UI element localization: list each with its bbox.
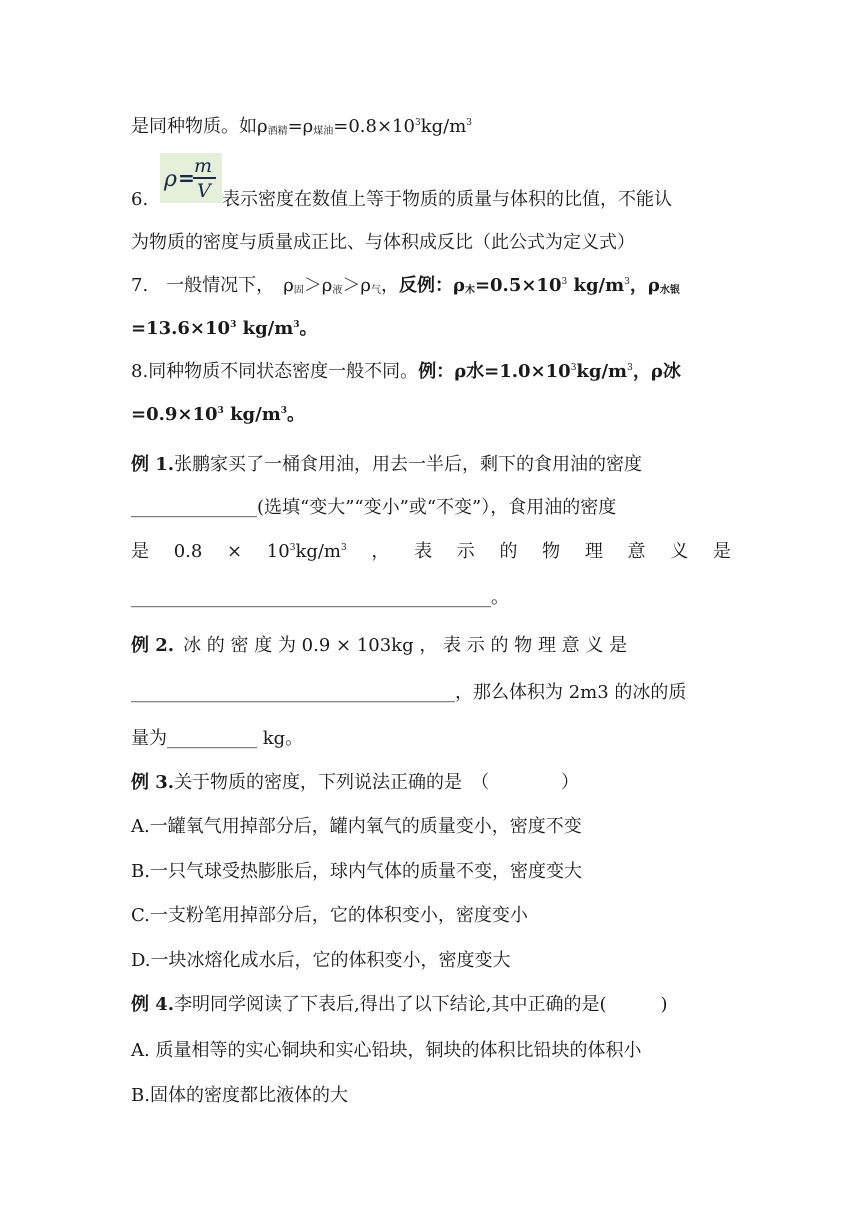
text: 表 xyxy=(414,541,433,562)
formula-denominator: V xyxy=(197,180,211,202)
example-1-line1 xyxy=(131,453,731,477)
question-text: 关于物质的密度，下列说法正确的是 xyxy=(174,772,463,793)
option-text: C.一支粉笔用掉部分后，它的体积变小，密度变小 xyxy=(131,905,528,926)
text: ，ρ冰 xyxy=(632,361,681,382)
superscript: 3 xyxy=(280,406,288,416)
example-1-line2 xyxy=(131,496,731,520)
text: kg/m xyxy=(576,361,628,382)
option-a xyxy=(131,1039,731,1063)
example-label: 例 2. xyxy=(131,635,175,656)
option-text: D.一块冰熔化成水后，它的体积变小，密度变大 xyxy=(131,950,511,971)
text: 为物质的密度与质量成正比、与体积成反比（此公式为定义式） xyxy=(131,232,635,253)
text: kg/m xyxy=(420,116,467,137)
counter-example-label: 反例： xyxy=(398,275,453,296)
item-8-line1 xyxy=(131,360,731,384)
question-text: (选填“变大”“变小”或“不变”），食用油的密度 xyxy=(257,497,617,518)
superscript: 3 xyxy=(230,320,237,330)
example-2-line1 xyxy=(131,634,731,658)
text: 的 xyxy=(499,541,518,562)
formula-rho: ρ xyxy=(164,167,177,192)
subscript: 木 xyxy=(464,285,475,296)
item-8-line2 xyxy=(131,403,731,427)
text: ρ水=1.0×10 xyxy=(454,361,571,382)
text: =13.6×10 xyxy=(131,318,231,339)
text: 同种物质不同状态密度一般不同。 xyxy=(148,361,419,382)
answer-blank[interactable]: ________________________________________ xyxy=(131,587,491,608)
subscript: 煤油 xyxy=(313,126,334,137)
example-1-line3 xyxy=(131,540,731,564)
example-2-line2 xyxy=(131,681,731,705)
text: =0.5×10 xyxy=(474,275,562,296)
option-c xyxy=(131,904,731,928)
question-text: 李明同学阅读了下表后,得出了以下结论,其中正确的是( ) xyxy=(174,994,668,1015)
text: 意 xyxy=(627,541,646,562)
example-2-line3 xyxy=(131,727,731,751)
item-6-text-line2 xyxy=(131,231,731,255)
text: kg/m xyxy=(223,404,281,425)
superscript: 3 xyxy=(627,363,633,373)
text: kg/m xyxy=(236,318,294,339)
text: ， xyxy=(380,275,399,296)
option-d xyxy=(131,949,731,973)
text: 表示密度在数值上等于物质的质量与体积的比值，不能认 xyxy=(222,189,672,210)
superscript: 3 xyxy=(217,406,224,416)
text: 义 xyxy=(670,541,689,562)
density-example-line xyxy=(131,115,731,144)
question-text: ，那么体积为 2m3 的冰的质 xyxy=(455,682,687,703)
superscript: 3 xyxy=(289,543,296,553)
subscript: 水银 xyxy=(659,285,680,296)
subscript: 固 xyxy=(293,285,304,296)
answer-blank[interactable]: ____________________________________ xyxy=(131,682,455,703)
item-7-line2 xyxy=(131,317,731,341)
example-label: 例： xyxy=(418,361,455,382)
text: 10 xyxy=(266,541,290,562)
formula-equals: = xyxy=(178,166,195,190)
example-label: 例 3. xyxy=(131,772,175,793)
text: 物 xyxy=(542,541,561,562)
item-number: 8. xyxy=(131,361,149,382)
superscript: 3 xyxy=(624,277,630,287)
option-text: B.固体的密度都比液体的大 xyxy=(131,1085,348,1106)
text: 一般情况下， xyxy=(166,275,275,296)
question-text: 张鹏家买了一桶食用油，用去一半后，剩下的食用油的密度 xyxy=(174,454,643,475)
item-number: 7. xyxy=(131,275,149,296)
subscript: 液 xyxy=(332,285,343,296)
text: ρ xyxy=(283,275,294,296)
text: 示 xyxy=(456,541,475,562)
option-b xyxy=(131,860,731,884)
text: 。 xyxy=(287,404,306,425)
option-text: B.一只气球受热膨胀后，球内气体的质量不变，密度变大 xyxy=(131,861,582,882)
example-4-stem xyxy=(131,993,731,1017)
text: kg/m xyxy=(567,275,625,296)
text: 理 xyxy=(584,541,603,562)
question-text: 量为 xyxy=(131,728,167,749)
text: 。 xyxy=(491,587,509,608)
text: × xyxy=(227,541,243,562)
question-text: 冰 的 密 度 为 0.9 × 103kg ， 表 示 的 物 理 意 义 是 xyxy=(183,635,628,656)
item-6-text xyxy=(222,188,732,212)
subscript: 气 xyxy=(370,285,381,296)
text xyxy=(267,540,347,564)
text: ＞ρ xyxy=(303,275,333,296)
superscript: 3 xyxy=(293,320,300,330)
formula-numerator: m xyxy=(194,155,213,177)
subscript: 酒精 xyxy=(267,126,288,137)
text: 。 xyxy=(299,318,318,339)
option-b xyxy=(131,1084,731,1108)
superscript: 3 xyxy=(414,118,421,128)
example-1-line4 xyxy=(131,586,731,610)
text: 是同种物质。如ρ xyxy=(131,116,268,137)
text: =0.8×10 xyxy=(333,116,415,137)
text: ρ xyxy=(452,275,465,296)
superscript: 3 xyxy=(466,118,472,128)
example-3-stem xyxy=(131,771,731,795)
text: 0.8 xyxy=(173,541,203,562)
superscript: 3 xyxy=(561,277,568,287)
text: kg/m xyxy=(295,541,341,562)
text: ， xyxy=(371,541,390,562)
option-text: A.一罐氧气用掉部分后，罐内氧气的质量变小，密度不变 xyxy=(131,816,582,837)
answer-blank[interactable]: __________ xyxy=(167,728,257,749)
answer-paren[interactable]: （ ） xyxy=(471,772,580,793)
text: =0.9×10 xyxy=(131,404,218,425)
example-label: 例 4. xyxy=(131,994,175,1015)
answer-blank[interactable]: ______________ xyxy=(131,497,257,518)
unit-text: kg。 xyxy=(257,728,304,749)
item-number: 6. xyxy=(131,189,149,210)
option-text: A. 质量相等的实心铜块和实心铅块，铜块的体积比铅块的体积小 xyxy=(131,1040,642,1061)
text: ，ρ xyxy=(629,275,660,296)
item-7-line1 xyxy=(131,274,731,303)
superscript: 3 xyxy=(570,363,577,373)
text: =ρ xyxy=(287,116,314,137)
option-a xyxy=(131,815,731,839)
superscript: 3 xyxy=(341,543,347,553)
text: 是 xyxy=(131,541,149,562)
text: 是 xyxy=(712,541,731,562)
text: ＞ρ xyxy=(342,275,371,296)
example-label: 例 1. xyxy=(131,454,175,475)
